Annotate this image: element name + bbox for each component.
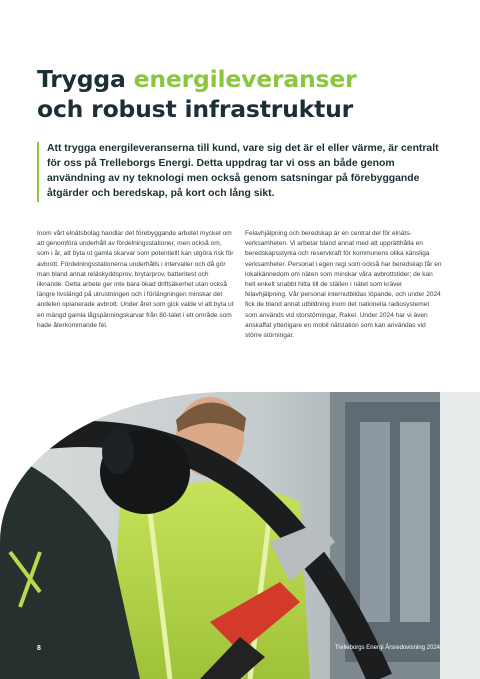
title-line2: och robust infrastruktur xyxy=(37,95,354,123)
worker-photo xyxy=(0,392,480,679)
lead-accent-bar xyxy=(37,142,39,202)
body-column-left: Inom vårt elnätsbolag handlar det förebyggande arbetet mycket om att genomföra underhåll av fördelningsstationer, men också om, som i år, att byta ut gamla skarvar som potentiellt kan utgöra risk för avbrott. Fördelningsstationerna underhålls i intervaller och då gör man bland annat reläskyddsprov, brytarprov, batteritest och liknande. Detta arbete ger inte bara ökad driftsäkerhet utan också längre livslängd på utrustningen och i förlängningen minskar det andelen oplanerade avbrott. Under året som gick valde vi att byta ut en mängd gamla lågspänningskarvar från 80-talet i ett område som hade återkommande fel. xyxy=(37,230,234,329)
page-title xyxy=(37,64,457,124)
title-line1-plain: Trygga xyxy=(37,65,134,93)
body-column-right: Felavhjälpning och beredskap är en central del för elnätsverksamheten. Vi arbetar bland annat med att upprätthålla en beredskapsstyrka och reservkraft för kommunens olika känsliga verksamheter. Personal i egen regi som också har beredskap får en lokalkännedom om näten som minskar våra avbrottstider; de kan helt enkelt snabbt hitta till de ställen i nätet som kräver felavhjälpning. Vår personal internutbildas löpande, och under 2024 fick de bland annat utbildning inom det nationella radiosystemet som används vid storstörningar, Rakel. Under 2024 har vi även anskaffat ytterligare en mobil nätstation som kan användas vid större störningar. xyxy=(245,230,442,340)
page-number: 8 xyxy=(37,645,41,652)
lead-paragraph: Att trygga energileveranserna till kund, vare sig det är el eller värme, är centralt för oss på Trelleborgs Energi. Detta uppdrag tar vi oss an både genom användning av ny teknologi men också genom satsningar på förebyggande åtgärder och beredskap, på kort och lång sikt. xyxy=(47,143,439,199)
footer-source: Trelleborgs Energi Årsredovisning 2024 xyxy=(334,645,440,651)
title-line1-accent: energileveranser xyxy=(133,65,357,93)
